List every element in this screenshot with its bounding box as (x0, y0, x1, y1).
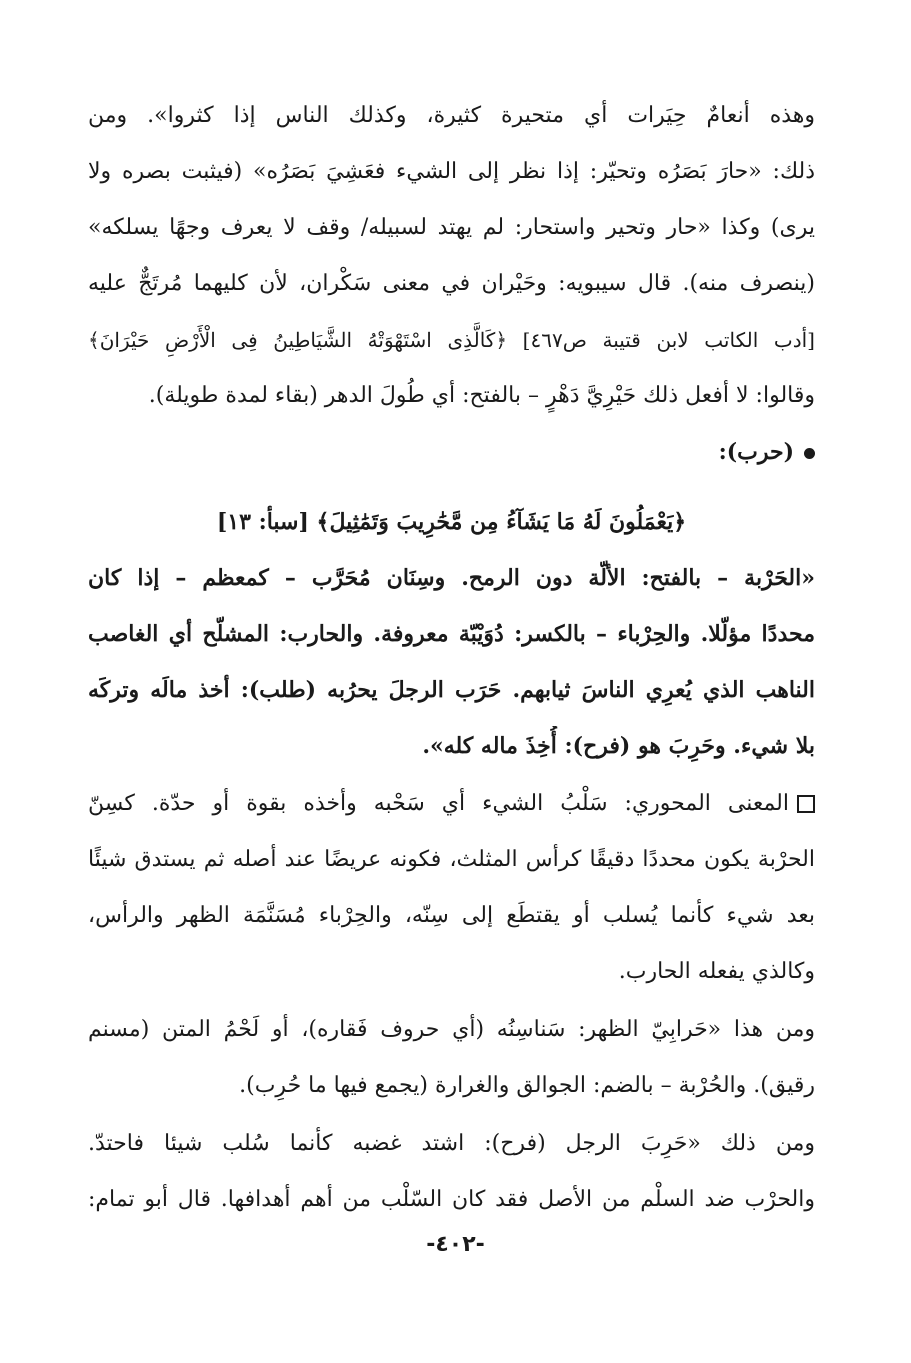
text-line-2: ذلك: «حارَ بَصَرُه وتحيّر: إذا نظر إلى الشيء فعَشِيَ بَصَرُه» (فيثبت بصره ولا (88, 159, 815, 184)
text-line-5: [أدب الكاتب لابن قتيبة ص٤٦٧] ﴿كَالَّذِى اسْتَهْوَتْهُ الشَّيَاطِينُ فِى الْأَرْضِ حَيْرَانَ﴾ (88, 328, 815, 352)
text-line-15: بعد شيء كأنما يُسلب أو يقتطَع إلى سِنّه، والحِرْباء مُسَنَّمَة الظهر والرأس، (88, 903, 815, 928)
page-number: -٤٠٢- (426, 1232, 485, 1257)
text-line-10: محددًا مؤلّلا. والحِرْباء – بالكسر: دُوَيْبّة معروفة. والحارب: المشلّح أي الغاصب (88, 621, 815, 647)
section-heading-text: (حرب): (718, 439, 794, 465)
text-line-4: (ينصرف منه). قال سيبويه: وحَيْران في معنى سَكْران، لأن كليهما مُرتَجٌّ عليه (88, 271, 815, 296)
text-line-9: «الحَرْبة – بالفتح: الألّة دون الرمح. وسِنَان مُحَرَّب – كمعظم – إذا كان (88, 565, 815, 591)
text-line-3: يرى) وكذا «حار وتحير واستحار: لم يهتد لسبيله/ وقف لا يعرف وجهًا يسلكه» (88, 215, 815, 240)
text-line-12: بلا شيء. وحَرِبَ هو (فرح): أُخِذَ ماله كله». (422, 733, 815, 759)
text-line-19: ومن ذلك «حَرِبَ الرجل (فرح): اشتد غضبه كأنما سُلب شيئا فاحتدّ. (88, 1131, 815, 1156)
text-line-18: رقيق). والحُرْبة – بالضم: الجوالق والغرارة (يجمع فيها ما حُرِب). (239, 1073, 815, 1098)
document-page (88, 88, 815, 1268)
quran-verse: ﴿يَعْمَلُونَ لَهُ مَا يَشَآءُ مِن مَّحَٰرِيبَ وَتَمَٰثِيلَ﴾ [سبأ: ١٣] (216, 509, 687, 535)
core-meaning-line (88, 784, 815, 824)
text-line-16: وكالذي يفعله الحارب. (618, 959, 815, 984)
text-line-17: ومن هذا «حَرابِيّ الظهر: سَناسِنُه (أي حروف فَقاره)، أو لَحْمُ المتن (مسنم (88, 1017, 815, 1042)
text-line-14: الحرْبة يكون محددًا دقيقًا كرأس المثلث، فكونه عريضًا عند أصله ثم يستدق شيئًا (88, 847, 815, 872)
text-line-1: وهذه أنعامٌ حِيَرات أي متحيرة كثيرة، وكذلك الناس إذا كثروا». ومن (88, 103, 815, 128)
core-meaning-text: المعنى المحوري: سَلْبُ الشيء أي سَحْبه وأخذه بقوة أو حدّة. كسِنّ (88, 791, 789, 816)
text-line-20: والحرْب ضد السلْم من الأصل فقد كان السّلْب من أهم أهدافها. قال أبو تمام: (88, 1187, 815, 1212)
text-line-11: الناهب الذي يُعرِي الناسَ ثيابهم. حَرَب الرجلَ يحرُبه (طلب): أخذ مالَه وتركَه (88, 677, 815, 703)
text-line-6: وقالوا: لا أفعل ذلك حَيْرِيَّ دَهْرٍ – بالفتح: أي طُولَ الدهر (بقاء لمدة طويلة). (148, 383, 815, 408)
square-box-icon (797, 795, 815, 813)
bullet-icon (804, 448, 815, 459)
section-heading (88, 432, 815, 472)
